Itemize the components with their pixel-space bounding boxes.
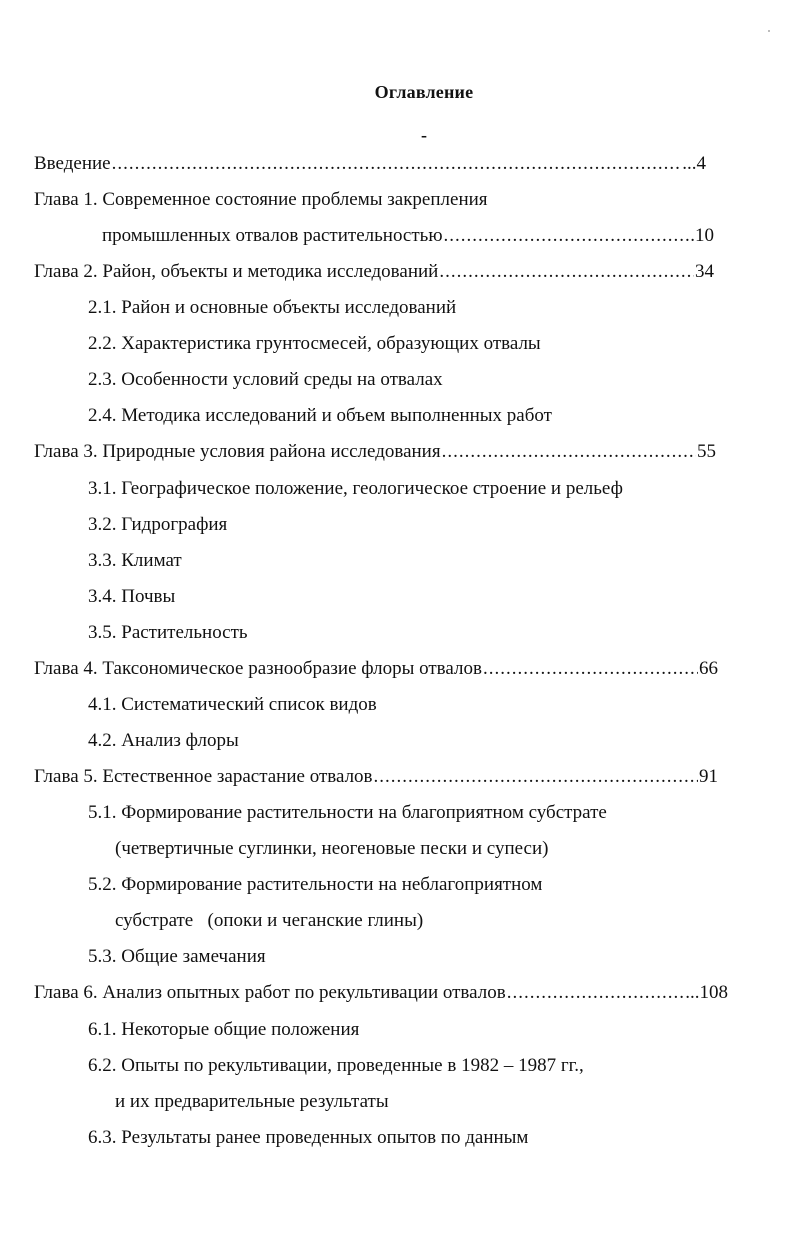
scan-speck bbox=[768, 30, 770, 32]
toc-entry-text: 4.1. Систематический список видов bbox=[88, 694, 377, 715]
toc-entry-text: и их предварительные результаты bbox=[115, 1091, 389, 1112]
toc-entry-6-3[interactable] bbox=[88, 1126, 528, 1150]
toc-entry-chapter-5[interactable] bbox=[34, 765, 718, 789]
toc-entry-chapter-1[interactable] bbox=[34, 188, 488, 212]
toc-page-number: ...108 bbox=[685, 982, 728, 1003]
toc-entry-4-2[interactable] bbox=[88, 729, 239, 753]
toc-entry-3-1[interactable] bbox=[88, 477, 623, 501]
toc-entry-text: Глава 1. Современное состояние проблемы закрепления bbox=[34, 189, 488, 210]
toc-page-number: 91 bbox=[699, 766, 718, 787]
toc-entry-text: 6.3. Результаты ранее проведенных опытов по данным bbox=[88, 1127, 529, 1148]
toc-entry-chapter-4[interactable] bbox=[34, 657, 718, 681]
toc-page-number: ...4 bbox=[682, 153, 706, 174]
toc-entry-5-1-cont[interactable] bbox=[115, 837, 548, 861]
toc-entry-3-2[interactable] bbox=[88, 513, 227, 537]
title-mark: - bbox=[421, 125, 427, 145]
toc-page-number: 34 bbox=[695, 261, 714, 282]
toc-leader-dots bbox=[439, 260, 694, 284]
toc-entry-3-4[interactable] bbox=[88, 585, 175, 609]
toc-entry-text: 5.1. Формирование растительности на благоприятном субстрате bbox=[88, 802, 607, 823]
toc-entry-text: Введение bbox=[34, 153, 111, 174]
toc-entry-text: 2.2. Характеристика грунтосмесей, образующих отвалы bbox=[88, 333, 541, 354]
toc-entry-text: 6.2. Опыты по рекультивации, проведенные в 1982 – 1987 гг., bbox=[88, 1055, 584, 1076]
toc-entry-4-1[interactable] bbox=[88, 693, 377, 717]
toc-entry-text: 3.5. Растительность bbox=[88, 622, 248, 643]
toc-entry-chapter-6[interactable] bbox=[34, 981, 728, 1005]
toc-page-number: .10 bbox=[690, 225, 714, 246]
toc-entry-text: (четвертичные суглинки, неогеновые пески и супеси) bbox=[115, 838, 549, 859]
toc-entry-3-3[interactable] bbox=[88, 549, 182, 573]
toc-entry-text: 6.1. Некоторые общие положения bbox=[88, 1019, 360, 1040]
toc-page-number: 55 bbox=[697, 441, 716, 462]
toc-entry-text: 3.3. Климат bbox=[88, 550, 182, 571]
toc-entry-2-1[interactable] bbox=[88, 296, 456, 320]
toc-entry-text: 3.4. Почвы bbox=[88, 586, 176, 607]
toc-entry-text: 5.2. Формирование растительности на неблагоприятном bbox=[88, 874, 543, 895]
toc-entry-5-1[interactable] bbox=[88, 801, 607, 825]
toc-entry-chapter-3[interactable] bbox=[34, 440, 716, 464]
toc-entry-2-2[interactable] bbox=[88, 332, 541, 356]
toc-entry-text: промышленных отвалов растительностью bbox=[102, 225, 443, 246]
toc-entry-5-3[interactable] bbox=[88, 945, 266, 969]
toc-entry-5-2-cont[interactable] bbox=[115, 909, 423, 933]
toc-entry-text: Глава 6. Анализ опытных работ по рекультивации отвалов bbox=[34, 982, 506, 1003]
toc-leader-dots bbox=[442, 440, 696, 464]
toc-entry-text: 3.1. Географическое положение, геологическое строение и рельеф bbox=[88, 478, 623, 499]
toc-leader-dots bbox=[374, 765, 698, 789]
toc-entry-6-2[interactable] bbox=[88, 1054, 584, 1078]
toc-entry-text: 3.2. Гидрография bbox=[88, 514, 228, 535]
toc-entry-text: 2.3. Особенности условий среды на отвалах bbox=[88, 369, 443, 390]
toc-leader-dots bbox=[112, 152, 682, 176]
toc-entry-3-5[interactable] bbox=[88, 621, 248, 645]
toc-entry-text: Глава 2. Район, объекты и методика исследований bbox=[34, 261, 439, 282]
toc-entry-introduction[interactable] bbox=[34, 152, 706, 176]
toc-entry-text: Глава 5. Естественное зарастание отвалов bbox=[34, 766, 373, 787]
toc-entry-text: 2.4. Методика исследований и объем выполненных работ bbox=[88, 405, 552, 426]
toc-entry-text: 5.3. Общие замечания bbox=[88, 946, 266, 967]
toc-entry-6-2-cont[interactable] bbox=[115, 1090, 389, 1114]
toc-entry-5-2[interactable] bbox=[88, 873, 542, 897]
toc-entry-chapter-1-cont[interactable] bbox=[102, 224, 714, 248]
toc-entry-6-1[interactable] bbox=[88, 1018, 359, 1042]
toc-entry-text: Глава 4. Таксономическое разнообразие флоры отвалов bbox=[34, 658, 482, 679]
page-title: Оглавление bbox=[374, 82, 474, 102]
toc-leader-dots bbox=[444, 224, 690, 248]
toc-entry-chapter-2[interactable] bbox=[34, 260, 714, 284]
toc-entry-text: 4.2. Анализ флоры bbox=[88, 730, 239, 751]
toc-entry-text: субстрате (опоки и чеганские глины) bbox=[115, 910, 424, 931]
toc-entry-text: Глава 3. Природные условия района исследования bbox=[34, 441, 441, 462]
toc-entry-2-3[interactable] bbox=[88, 368, 443, 392]
toc-leader-dots bbox=[483, 657, 698, 681]
toc-entry-2-4[interactable] bbox=[88, 404, 552, 428]
toc-entry-text: 2.1. Район и основные объекты исследований bbox=[88, 297, 457, 318]
toc-page-number: 66 bbox=[699, 658, 718, 679]
toc-leader-dots bbox=[507, 981, 685, 1005]
